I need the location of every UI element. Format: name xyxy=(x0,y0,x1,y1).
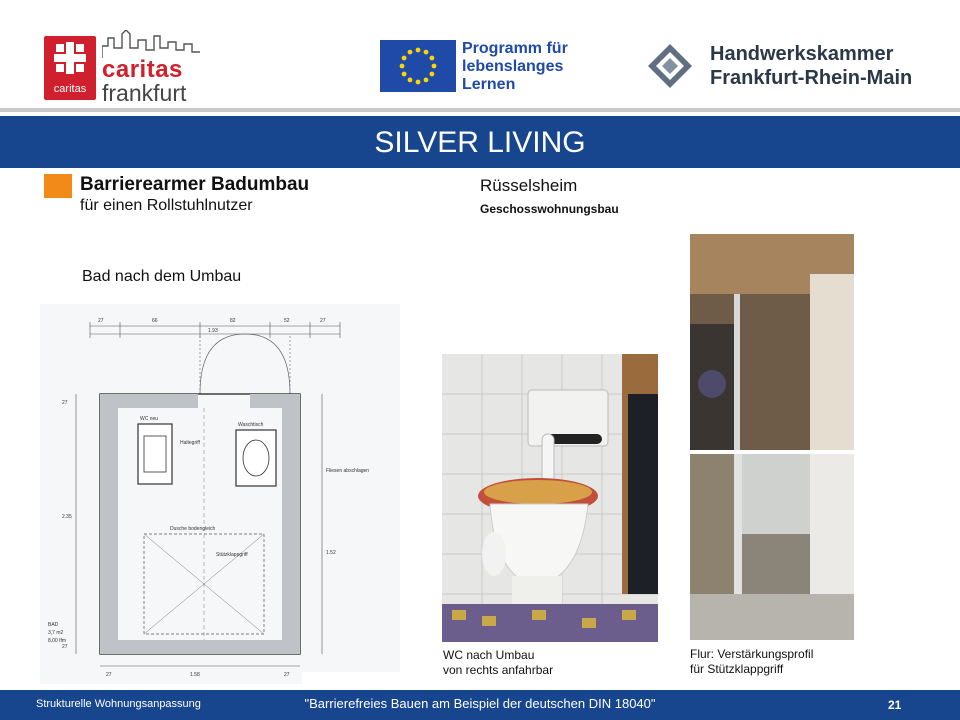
room-floor: 8,00 Ifm xyxy=(48,638,67,644)
hallway-photo xyxy=(690,234,854,640)
caritas-emblem xyxy=(44,36,96,100)
dim-side-2: 2.35 xyxy=(62,514,72,520)
dim-top-1: 27 xyxy=(98,318,104,324)
bathroom-floor-plan xyxy=(40,304,400,684)
dim-side-4: 27 xyxy=(62,644,68,650)
eu-star-icon xyxy=(400,64,405,69)
caritas-small-text: caritas xyxy=(53,83,87,95)
eu-star-icon xyxy=(432,64,437,69)
caritas-cross-icon xyxy=(54,42,86,74)
wc-photo xyxy=(442,354,658,642)
eu-star-icon xyxy=(430,56,435,61)
eu-star-icon xyxy=(402,72,407,77)
eu-star-icon xyxy=(408,78,413,83)
note-fold-grip: Stützklappgriff xyxy=(216,552,248,558)
eu-flag-icon xyxy=(380,40,456,92)
note-grip: Haltegriff xyxy=(180,440,200,446)
wc-caption-line-1: WC nach Umbau xyxy=(443,648,535,662)
eu-programme-text xyxy=(462,40,568,94)
eu-star-icon xyxy=(408,50,413,55)
building-type: Geschosswohnungsbau xyxy=(480,202,619,216)
dim-top-3: 82 xyxy=(230,318,236,324)
dim-top-4: 52 xyxy=(284,318,290,324)
skyline-icon xyxy=(102,30,200,58)
dim-side-1: 27 xyxy=(62,400,68,406)
title-band xyxy=(0,116,960,168)
hwk-name xyxy=(710,42,912,90)
caritas-logo xyxy=(44,30,204,110)
orange-bullet-icon xyxy=(44,174,72,198)
page-number: 21 xyxy=(888,698,902,712)
hwk-line-2: Frankfurt-Rhein-Main xyxy=(710,67,913,89)
wc-photo-image xyxy=(442,354,658,642)
eu-line-2: lebenslanges xyxy=(462,58,564,75)
hwk-line-1: Handwerkskammer xyxy=(710,43,894,65)
eu-star-icon xyxy=(402,56,407,61)
dim-bottom-2: 1.58 xyxy=(190,672,200,678)
slide-title: SILVER LIVING xyxy=(374,126,586,159)
floor-plan-drawing xyxy=(40,304,400,684)
header-divider xyxy=(0,108,960,112)
footer-topic: Strukturelle Wohnungsanpassung xyxy=(36,698,201,710)
eu-star-icon xyxy=(416,80,421,85)
footer-bar xyxy=(0,690,960,720)
hallway-photo-image xyxy=(690,234,854,640)
section-subtitle: für einen Rollstuhlnutzer xyxy=(80,197,253,214)
eu-line-1: Programm für xyxy=(462,40,568,57)
hallway-caption-line-1: Flur: Verstärkungsprofil xyxy=(690,647,814,661)
dim-side-3: 1.52 xyxy=(326,550,336,556)
dim-bottom-3: 27 xyxy=(284,672,290,678)
dim-bottom-1: 27 xyxy=(106,672,112,678)
hwk-emblem-icon xyxy=(648,44,692,88)
eu-star-icon xyxy=(416,48,421,53)
room-area: 3,7 m2 xyxy=(48,630,64,636)
dim-top-5: 27 xyxy=(320,318,326,324)
note-shower: Dusche bodengleich xyxy=(170,526,216,532)
caritas-city: frankfurt xyxy=(102,80,187,106)
room-label: BAD xyxy=(48,622,59,628)
caritas-wordmark: caritas xyxy=(102,56,183,83)
wc-caption xyxy=(443,648,553,678)
hwk-logo xyxy=(648,42,928,96)
after-renovation-label: Bad nach dem Umbau xyxy=(82,268,242,285)
eu-star-icon xyxy=(424,78,429,83)
hallway-caption-line-2: für Stützklappgriff xyxy=(690,662,784,676)
dim-overall: 1.93 xyxy=(208,328,218,334)
eu-star-icon xyxy=(430,72,435,77)
wc-caption-line-2: von rechts anfahrbar xyxy=(443,663,554,677)
section-title: Barrierearmer Badumbau xyxy=(80,174,310,195)
location: Rüsselsheim xyxy=(480,176,578,195)
eu-programme-logo xyxy=(380,40,580,96)
eu-star-icon xyxy=(424,50,429,55)
note-tiles: Fliesen abschlagen xyxy=(326,468,370,474)
footer-title: "Barrierefreies Bauen am Beispiel der deutschen DIN 18040" xyxy=(304,696,656,711)
hallway-caption xyxy=(690,647,813,677)
dim-top-2: 66 xyxy=(152,318,158,324)
eu-line-3: Lernen xyxy=(462,76,516,93)
note-wc: WC neu xyxy=(140,416,159,422)
note-sink: Waschtisch xyxy=(238,422,264,428)
